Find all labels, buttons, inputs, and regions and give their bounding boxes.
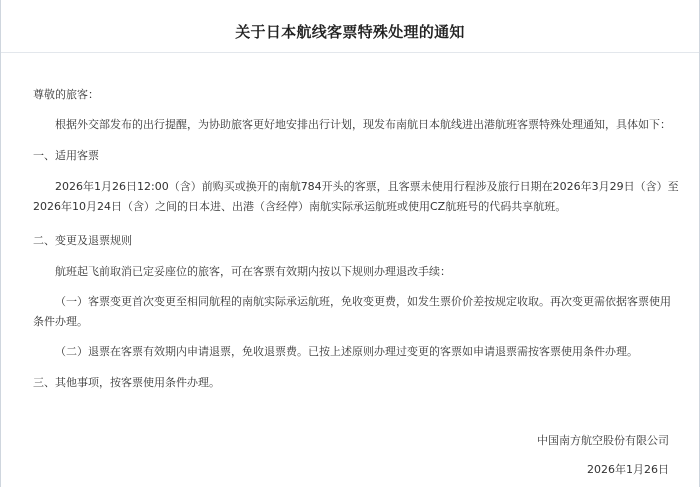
rule-2: （二）退票在客票有效期内申请退票，免收退票费。已按上述原则办理过变更的客票如申请退票需按客票使用条件办理。 <box>55 345 638 358</box>
section-2-heading: 二、变更及退票规则 <box>33 234 132 247</box>
greeting: 尊敬的旅客： <box>33 88 99 101</box>
section-3: 三、其他事项，按客票使用条件办理。 <box>33 376 220 389</box>
section-2-intro: 航班起飞前取消已定妥座位的旅客，可在客票有效期内按以下规则办理退改手续： <box>55 265 451 278</box>
signature-org: 中国南方航空股份有限公司 <box>537 434 669 447</box>
rule-1: （一）客票变更首次变更至相同航程的南航实际承运航班，免收变更费，如发生票价价差按规定收取。再次变更需依据客票使用条件办理。 <box>33 295 671 328</box>
title-divider <box>1 52 699 53</box>
section-1-heading: 一、适用客票 <box>33 149 99 162</box>
notice-title: 关于日本航线客票特殊处理的通知 <box>235 23 465 41</box>
signature-date: 2026年1月26日 <box>587 463 669 476</box>
section-1-body: 2026年1月26日12:00（含）前购买或换开的南航784开头的客票，且客票未使用行程涉及旅行日期在2026年3月29日（含）至2026年10月24日（含）之间的日本进、出港（含经停）南航实际承运航班或使用CZ航班号的代码共享航班。 <box>33 180 679 213</box>
intro-paragraph: 根据外交部发布的出行提醒，为协助旅客更好地安排出行计划，现发布南航日本航线进出港航班客票特殊处理通知，具体如下： <box>55 118 671 131</box>
